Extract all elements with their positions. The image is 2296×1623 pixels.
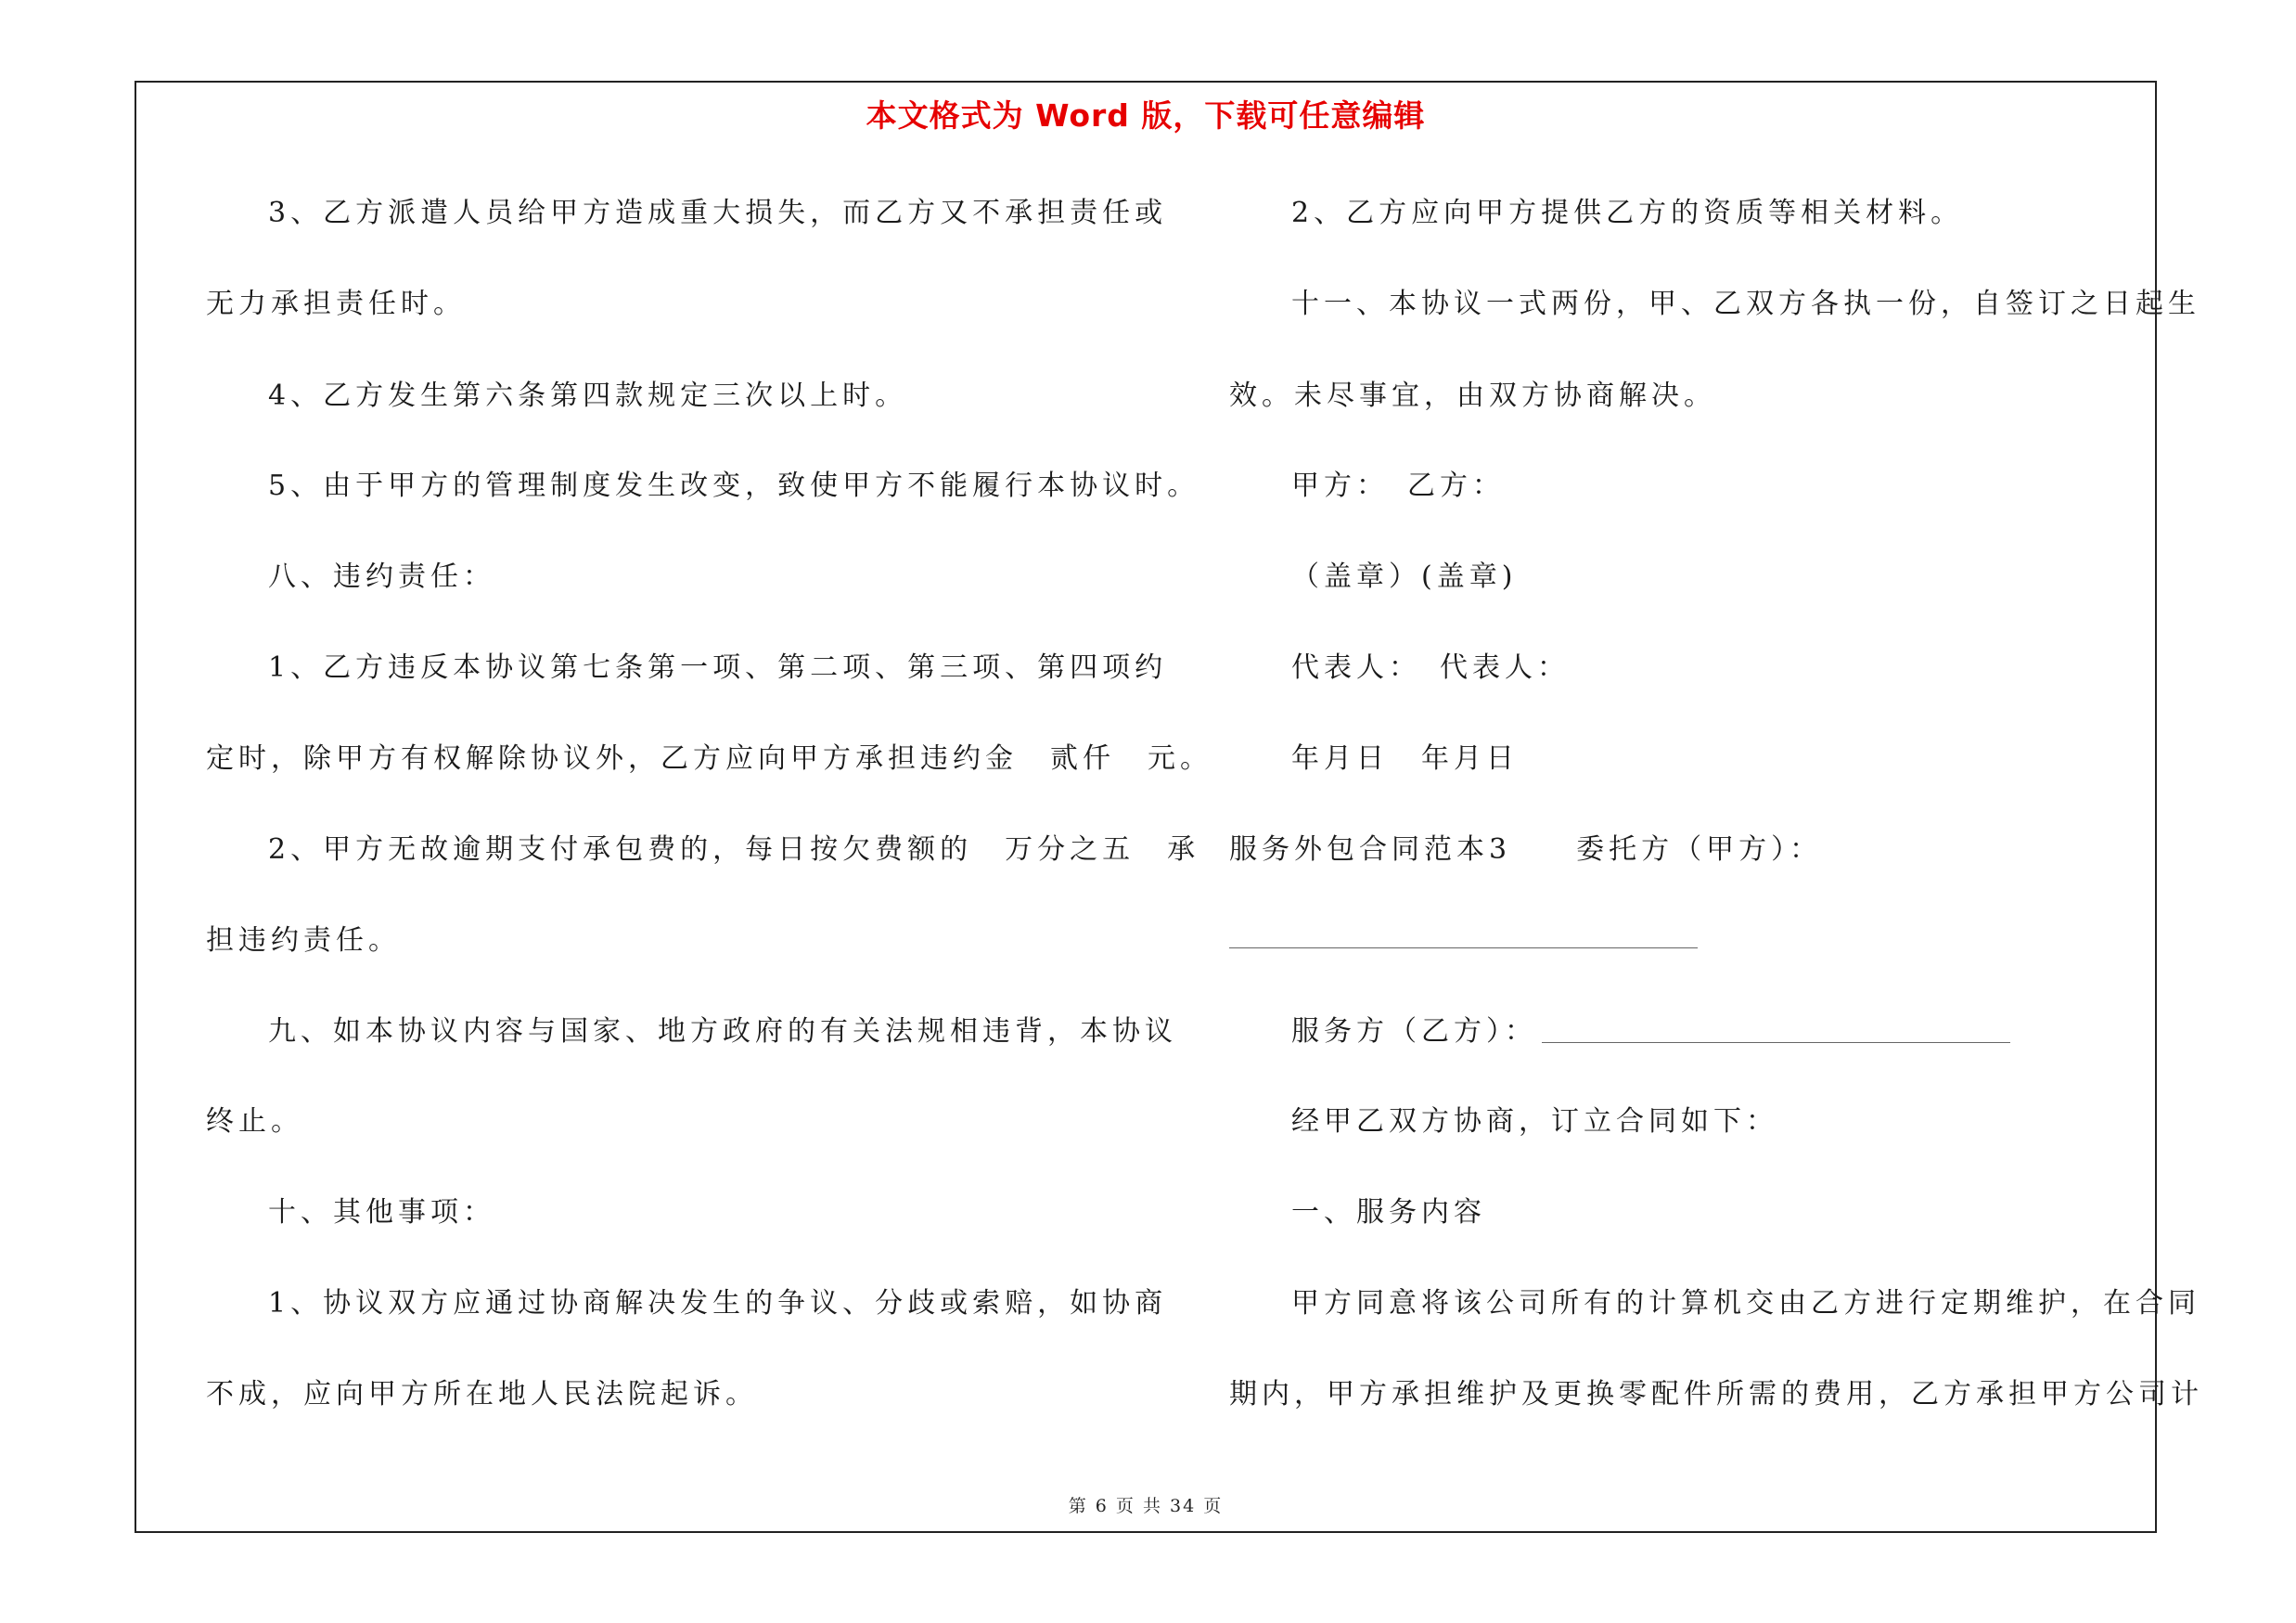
paragraph-line: 期内，甲方承担维护及更换零配件所需的费用，乙方承担甲方公司计 — [1229, 1378, 2203, 1410]
page-number-footer: 第 6 页 共 34 页 — [1068, 1496, 1224, 1516]
paragraph-line: 效。未尽事宜，由双方协商解决。 — [1229, 380, 1716, 412]
paragraph-line: 九、如本协议内容与国家、地方政府的有关法规相违背，本协议 — [268, 1015, 1177, 1048]
paragraph-line: 无力承担责任时。 — [206, 288, 466, 320]
contract-title-line: 服务外包合同范本3 委托方（甲方）： — [1229, 833, 1823, 866]
section-heading: 八、违约责任： — [268, 560, 495, 593]
paragraph-line: 2、乙方应向甲方提供乙方的资质等相关材料。 — [1291, 197, 1964, 229]
paragraph-line: 2、甲方无故逾期支付承包费的，每日按欠费额的 万分之五 承 — [268, 833, 1200, 866]
paragraph-line: 不成，应向甲方所在地人民法院起诉。 — [206, 1378, 758, 1410]
paragraph-line: 3、乙方派遣人员给甲方造成重大损失，而乙方又不承担责任或 — [268, 197, 1168, 229]
seal-line: （盖章）(盖章) — [1291, 560, 1518, 593]
section-heading: 一、服务内容 — [1291, 1196, 1486, 1229]
paragraph-line: 1、乙方违反本协议第七条第一项、第二项、第三项、第四项约 — [268, 651, 1168, 684]
paragraph-line: 十一、本协议一式两份，甲、乙双方各执一份，自签订之日起生 — [1291, 288, 2200, 320]
signature-party-line: 甲方： 乙方： — [1291, 470, 1505, 502]
paragraph-line: 定时，除甲方有权解除协议外，乙方应向甲方承担违约金 贰仟 元。 — [206, 742, 1212, 775]
section-heading: 十、其他事项： — [268, 1196, 495, 1229]
paragraph-line: 经甲乙双方协商，订立合同如下： — [1291, 1105, 1778, 1138]
paragraph-line: 4、乙方发生第六条第四款规定三次以上时。 — [268, 380, 908, 412]
representative-line: 代表人： 代表人： — [1291, 651, 1570, 684]
paragraph-line: 担违约责任。 — [206, 924, 401, 957]
paragraph-line: 终止。 — [206, 1105, 303, 1138]
paragraph-line: 5、由于甲方的管理制度发生改变，致使甲方不能履行本协议时。 — [268, 470, 1200, 502]
provider-blank-underline — [1542, 1042, 2010, 1043]
paragraph-line: 1、协议双方应通过协商解决发生的争议、分歧或索赔，如协商 — [268, 1287, 1168, 1320]
page-frame — [135, 81, 2203, 1533]
format-notice-banner: 本文格式为 Word 版，下载可任意编辑 — [866, 97, 1426, 134]
date-line: 年月日 年月日 — [1291, 742, 1519, 775]
client-blank-underline — [1229, 947, 1698, 948]
paragraph-line: 甲方同意将该公司所有的计算机交由乙方进行定期维护，在合同 — [1291, 1287, 2200, 1320]
service-provider-line: 服务方（乙方）： — [1291, 1015, 1537, 1048]
